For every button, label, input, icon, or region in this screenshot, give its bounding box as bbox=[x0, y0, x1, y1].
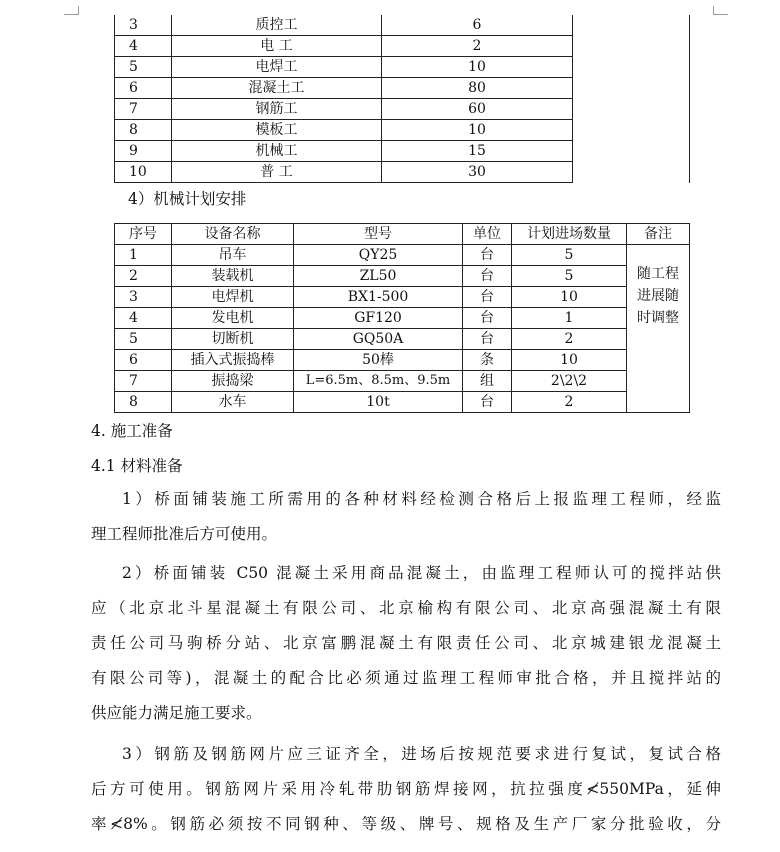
machinery-plan-heading: 4）机械计划安排 bbox=[128, 190, 247, 208]
machine-qty: 10 bbox=[512, 350, 627, 371]
table-row bbox=[115, 15, 690, 36]
labor-remark bbox=[573, 15, 690, 183]
machine-name: 水车 bbox=[172, 392, 294, 413]
machine-unit: 台 bbox=[463, 287, 512, 308]
table-row bbox=[115, 371, 690, 392]
machine-model: QY25 bbox=[294, 245, 463, 266]
machine-no: 6 bbox=[115, 350, 172, 371]
machine-name: 插入式振捣棒 bbox=[172, 350, 294, 371]
column-header: 型号 bbox=[294, 224, 463, 245]
labor-trade: 机械工 bbox=[172, 141, 382, 162]
machine-no: 4 bbox=[115, 308, 172, 329]
machinery-plan-table bbox=[114, 223, 690, 413]
machine-model: GQ50A bbox=[294, 329, 463, 350]
subsection-heading: 4.1 材料准备 bbox=[91, 457, 183, 475]
machine-model: 50棒 bbox=[294, 350, 463, 371]
labor-trade: 电焊工 bbox=[172, 57, 382, 78]
column-header: 单位 bbox=[463, 224, 512, 245]
labor-no: 4 bbox=[115, 36, 172, 57]
labor-plan-table bbox=[114, 15, 690, 183]
labor-count: 10 bbox=[382, 57, 573, 78]
paragraph-3 bbox=[91, 737, 721, 842]
machine-name: 发电机 bbox=[172, 308, 294, 329]
machine-no: 3 bbox=[115, 287, 172, 308]
labor-no: 10 bbox=[115, 162, 172, 183]
machine-qty: 2 bbox=[512, 392, 627, 413]
machine-name: 切断机 bbox=[172, 329, 294, 350]
column-header: 备注 bbox=[627, 224, 690, 245]
paragraph-line: 1）桥面铺装施工所需用的各种材料经检测合格后上报监理工程师，经监 bbox=[122, 490, 721, 508]
machine-name: 振捣梁 bbox=[172, 371, 294, 392]
machine-model: ZL50 bbox=[294, 266, 463, 287]
machine-qty: 2 bbox=[512, 329, 627, 350]
labor-no: 6 bbox=[115, 78, 172, 99]
machine-no: 8 bbox=[115, 392, 172, 413]
machine-no: 7 bbox=[115, 371, 172, 392]
machine-unit: 台 bbox=[463, 392, 512, 413]
machine-qty: 5 bbox=[512, 245, 627, 266]
paragraph-line: 率≮8%。钢筋必须按不同钢种、等级、牌号、规格及生产厂家分批验收，分 bbox=[91, 815, 721, 833]
table-row bbox=[115, 308, 690, 329]
labor-trade: 普 工 bbox=[172, 162, 382, 183]
labor-count: 80 bbox=[382, 78, 573, 99]
paragraph-line: 有限公司等)，混凝土的配合比必须通过监理工程师审批合格，并且搅拌站的 bbox=[91, 669, 721, 687]
page-corner-mark-right bbox=[713, 6, 728, 15]
labor-trade: 混凝土工 bbox=[172, 78, 382, 99]
table-row bbox=[115, 266, 690, 287]
machine-qty: 10 bbox=[512, 287, 627, 308]
column-header: 计划进场数量 bbox=[512, 224, 627, 245]
machine-model: L=6.5m、8.5m、9.5m bbox=[294, 371, 463, 392]
table-row bbox=[115, 245, 690, 266]
page-corner-mark-left bbox=[64, 6, 79, 15]
machine-name: 装载机 bbox=[172, 266, 294, 287]
labor-no: 8 bbox=[115, 120, 172, 141]
machine-unit: 台 bbox=[463, 245, 512, 266]
table-row bbox=[115, 287, 690, 308]
paragraph-line: 供应能力满足施工要求。 bbox=[91, 704, 262, 722]
machine-no: 1 bbox=[115, 245, 172, 266]
labor-no: 3 bbox=[115, 15, 172, 36]
labor-count: 2 bbox=[382, 36, 573, 57]
machine-name: 吊车 bbox=[172, 245, 294, 266]
table-header-row bbox=[115, 224, 690, 245]
machine-unit: 台 bbox=[463, 266, 512, 287]
section-heading: 4. 施工准备 bbox=[91, 422, 173, 440]
labor-no: 5 bbox=[115, 57, 172, 78]
remark-line: 时调整 bbox=[637, 310, 679, 326]
labor-trade: 电 工 bbox=[172, 36, 382, 57]
machine-unit: 条 bbox=[463, 350, 512, 371]
remark-line: 进展随 bbox=[637, 288, 679, 304]
labor-no: 9 bbox=[115, 141, 172, 162]
labor-no: 7 bbox=[115, 99, 172, 120]
machine-qty: 5 bbox=[512, 266, 627, 287]
labor-trade: 质控工 bbox=[172, 15, 382, 36]
paragraph-line: 责任公司马驹桥分站、北京富鹏混凝土有限责任公司、北京城建银龙混凝土 bbox=[91, 634, 721, 652]
labor-count: 60 bbox=[382, 99, 573, 120]
labor-trade: 钢筋工 bbox=[172, 99, 382, 120]
machine-qty: 1 bbox=[512, 308, 627, 329]
machine-qty: 2\2\2 bbox=[512, 371, 627, 392]
machine-no: 2 bbox=[115, 266, 172, 287]
column-header: 设备名称 bbox=[172, 224, 294, 245]
table-row bbox=[115, 392, 690, 413]
machine-unit: 台 bbox=[463, 308, 512, 329]
paragraph-line: 应（北京北斗星混凝土有限公司、北京榆构有限公司、北京高强混凝土有限 bbox=[91, 599, 721, 617]
labor-count: 10 bbox=[382, 120, 573, 141]
paragraph-line: 理工程师批准后方可使用。 bbox=[91, 525, 278, 543]
column-header: 序号 bbox=[115, 224, 172, 245]
machine-unit: 台 bbox=[463, 329, 512, 350]
table-row bbox=[115, 329, 690, 350]
machine-name: 电焊机 bbox=[172, 287, 294, 308]
machine-model: 10t bbox=[294, 392, 463, 413]
paragraph-line: 后方可使用。钢筋网片采用冷轧带肋钢筋焊接网，抗拉强度≮550MPa，延伸 bbox=[91, 780, 721, 798]
machine-no: 5 bbox=[115, 329, 172, 350]
labor-count: 30 bbox=[382, 162, 573, 183]
table-row bbox=[115, 350, 690, 371]
machine-remark bbox=[627, 245, 690, 413]
labor-trade: 模板工 bbox=[172, 120, 382, 141]
paragraph-1 bbox=[91, 482, 721, 552]
machine-unit: 组 bbox=[463, 371, 512, 392]
labor-count: 15 bbox=[382, 141, 573, 162]
labor-count: 6 bbox=[382, 15, 573, 36]
machine-model: BX1-500 bbox=[294, 287, 463, 308]
paragraph-line: 3）钢筋及钢筋网片应三证齐全，进场后按规范要求进行复试，复试合格 bbox=[122, 745, 721, 763]
paragraph-line: 2）桥面铺装 C50 混凝土采用商品混凝土，由监理工程师认可的搅拌站供 bbox=[122, 564, 721, 582]
paragraph-2 bbox=[91, 556, 721, 731]
machine-model: GF120 bbox=[294, 308, 463, 329]
remark-line: 随工程 bbox=[637, 266, 679, 282]
